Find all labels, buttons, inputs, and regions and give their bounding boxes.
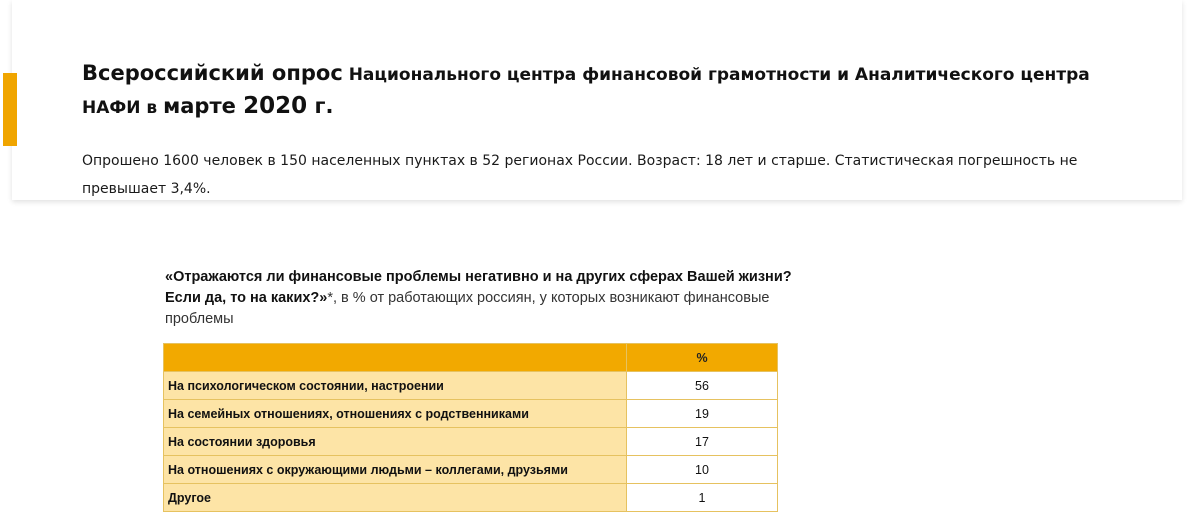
accent-bar [3,73,17,146]
row-value: 56 [627,372,778,400]
table-row [164,400,778,428]
row-value: 19 [627,400,778,428]
row-value: 10 [627,456,778,484]
row-label: Другое [164,484,627,512]
table-row [164,484,778,512]
table-row [164,428,778,456]
question-bold-text: «Отражаются ли финансовые проблемы негативно и на других сферах Вашей жизни? Если да, то на каких?» [165,269,792,306]
table-header-percent: % [627,344,778,372]
title-part-2: Национального центра финансовой грамотности и Аналитического центра НАФИ в [82,65,1090,118]
row-label: На состоянии здоровья [164,428,627,456]
title-part-5: г. [307,94,334,118]
survey-question [165,267,795,330]
question-normal-text: *, в % от работающих россиян, у которых возникают финансовые проблемы [165,290,770,327]
page-title [82,58,1142,124]
row-label: На отношениях с окружающими людьми – коллегами, друзьями [164,456,627,484]
survey-description: Опрошено 1600 человек в 150 населенных пунктах в 52 регионах России. Возраст: 18 лет и старше. Статистическая погрешность не превышает 3,4%. [82,153,1078,197]
table-header-row [164,344,778,372]
results-table [163,343,778,512]
table-header-label [164,344,627,372]
row-value: 1 [627,484,778,512]
row-label: На психологическом состоянии, настроении [164,372,627,400]
row-value: 17 [627,428,778,456]
table-row [164,456,778,484]
title-part-1: Всероссийский опрос [82,61,343,85]
row-label: На семейных отношениях, отношениях с родственниками [164,400,627,428]
table-row [164,372,778,400]
title-year: 2020 [243,93,308,119]
title-part-3: марте [163,94,244,118]
